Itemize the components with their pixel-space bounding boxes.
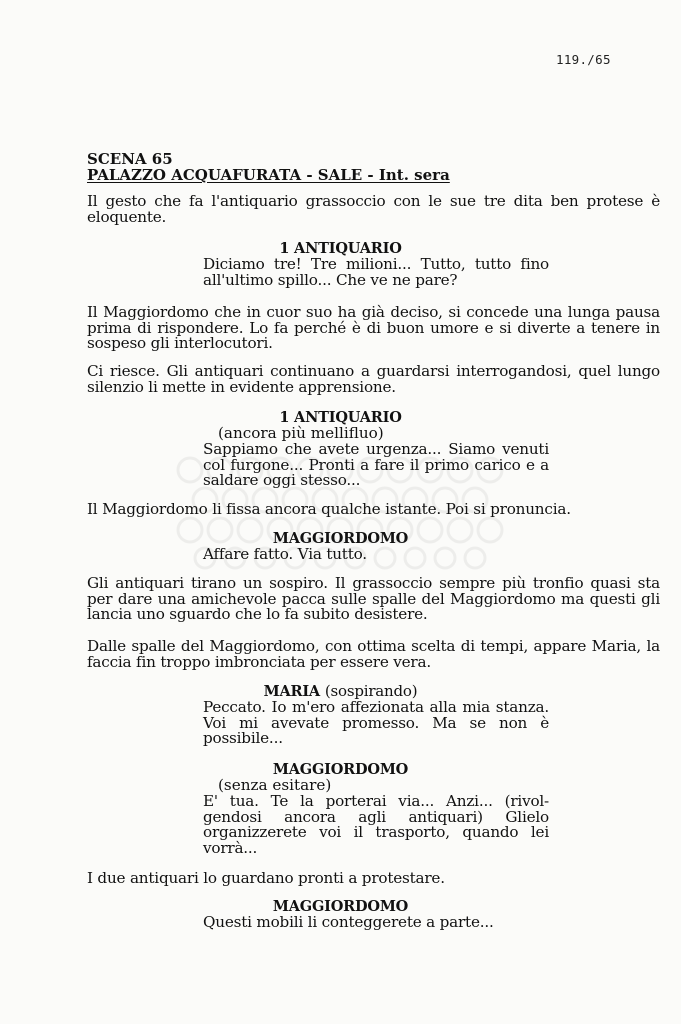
parenthetical: (senza esitare) — [218, 776, 332, 794]
character-extension: (sospirando) — [324, 682, 418, 700]
scene-number: SCENA 65 — [87, 150, 173, 168]
character-name-text: 1 ANTIQUARIO — [279, 409, 402, 426]
action-paragraph: Il Maggiordomo che in cuor suo ha già deciso, si concede una lunga pausa prima di rispondere. Lo fa perché è di buon umore e si diverte a tenere in sospeso gli interlocutori. — [87, 303, 660, 352]
character-name-text: MAGGIORDOMO — [272, 761, 409, 778]
dialogue-text: E' tua. Te la porterai via... Anzi... (rivol-gendosi ancora agli antiquari) Glielo organizzerete voi il trasporto, quando lei vorrà... — [203, 792, 549, 857]
scene-slugline: PALAZZO ACQUAFURATA - SALE - Int. sera — [87, 166, 450, 184]
character-name-text: MAGGIORDOMO — [272, 898, 409, 915]
character-name-text: MARIA — [263, 683, 320, 700]
dialogue-text: Affare fatto. Via tutto. — [203, 545, 367, 563]
parenthetical: (ancora più mellifluo) — [218, 424, 384, 442]
action-paragraph: Il Maggiordomo li fissa ancora qualche istante. Poi si pronuncia. — [87, 500, 571, 518]
dialogue-text: Peccato. Io m'ero affezionata alla mia stanza. Voi mi avevate promesso. Ma se non è possibile... — [203, 698, 549, 747]
scene-heading — [87, 151, 660, 183]
action-paragraph: Gli antiquari tirano un sospiro. Il grassoccio sempre più tronfio quasi sta per dare una amichevole pacca sulle spalle del Maggiordomo ma questi gli lancia uno sguardo che lo fa subito desistere. — [87, 574, 660, 623]
page-number: 119./65 — [556, 52, 611, 67]
dialogue-text: Diciamo tre! Tre milioni... Tutto, tutto fino all'ultimo spillo... Che ve ne pare? — [203, 255, 549, 289]
action-paragraph: I due antiquari lo guardano pronti a protestare. — [87, 869, 445, 887]
character-name-text: 1 ANTIQUARIO — [279, 240, 402, 257]
character-name-text: MAGGIORDOMO — [272, 530, 409, 547]
character-name — [0, 762, 681, 778]
action-paragraph: Dalle spalle del Maggiordomo, con ottima scelta di tempi, appare Maria, la faccia fin troppo imbronciata per essere vera. — [87, 637, 660, 671]
action-paragraph: Il gesto che fa l'antiquario grassoccio con le sue tre dita ben protese è eloquente. — [87, 192, 660, 226]
dialogue-text: Questi mobili li conteggerete a parte... — [203, 913, 494, 931]
action-paragraph: Ci riesce. Gli antiquari continuano a guardarsi interrogandosi, quel lungo silenzio li mette in evidente apprensione. — [87, 362, 660, 396]
dialogue-text: Sappiamo che avete urgenza... Siamo venuti col furgone... Pronti a fare il primo carico e a saldare oggi stesso... — [203, 440, 549, 489]
